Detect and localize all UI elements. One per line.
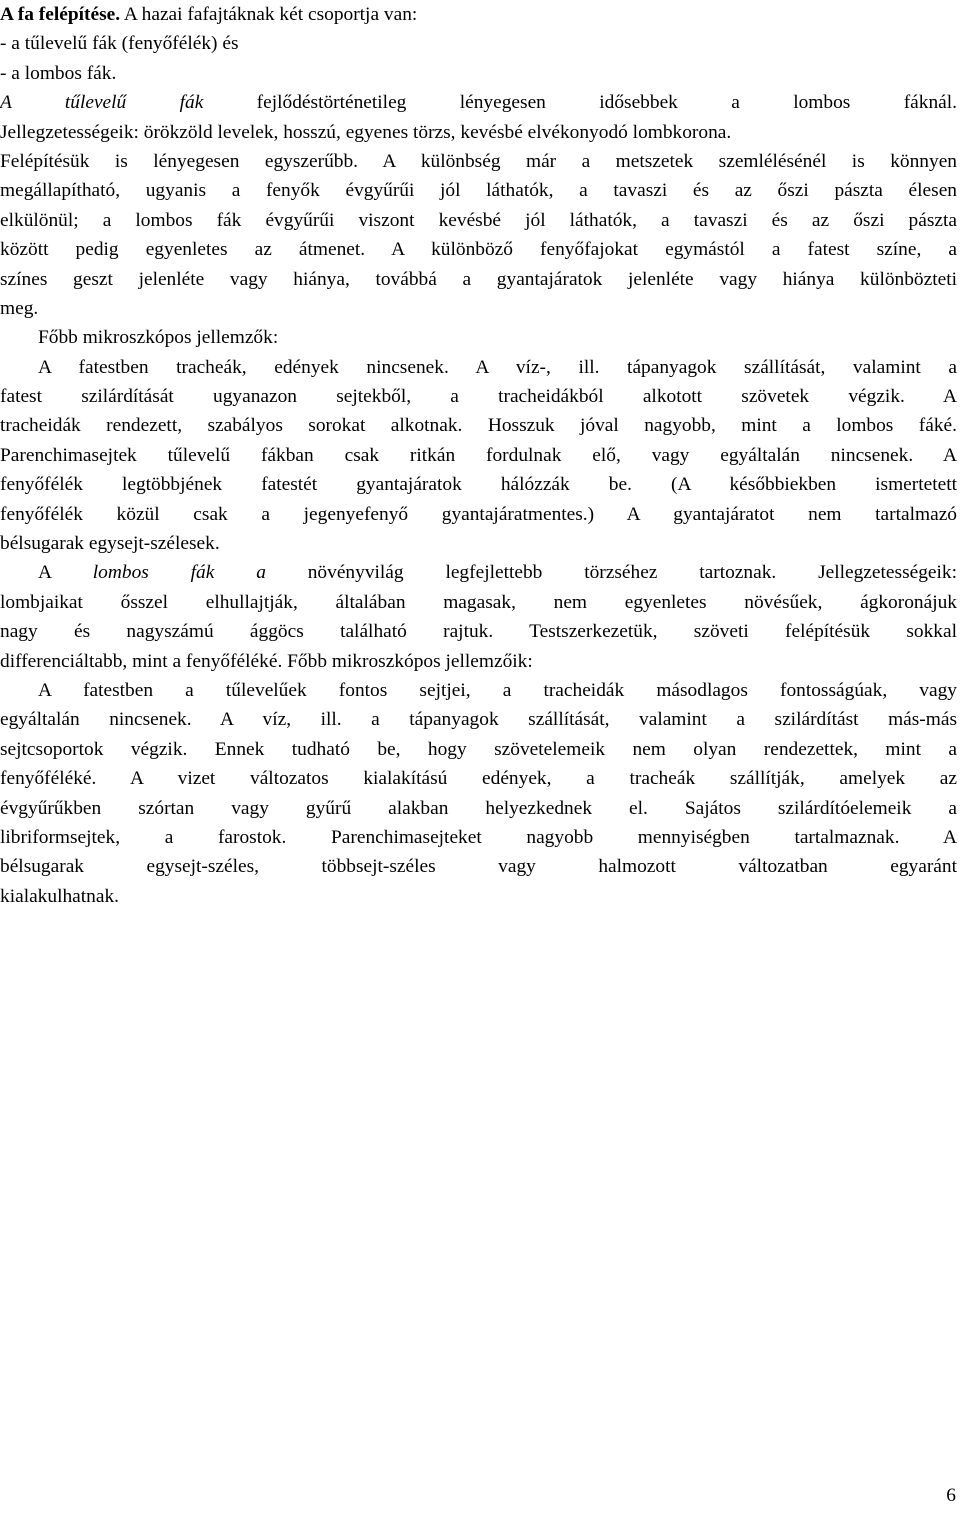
page-number: 6 [946,1485,956,1506]
conifer-micro-heading: Főbb mikroszkópos jellemzők: [38,327,279,349]
text-line: fatest szilárdítását ugyanazon sejtekből, a tracheidákból alkotott szövetek végzik. A [0,386,957,408]
text-line: fenyőfélék közül csak a jegenyefenyő gyantajáratmentes.) A gyantajáratot nem tartalmazó [0,503,957,525]
text-line: kialakulhatnak. [0,885,119,907]
text-line: fenyőfélék legtöbbjének fatestét gyantajáratok hálózzák be. (A későbbiekben ismertetett [0,474,957,496]
text-line: bélsugarak egysejt-széles, többsejt-széles vagy halmozott változatban egyaránt [0,856,957,878]
text-line: lombjaikat ősszel elhullajtják, általában magasak, nem egyenletes növésűek, ágkoronájuk [0,591,957,613]
text-line: nagy és nagyszámú ággöcs található rajtuk. Testszerkezetük, szöveti felépítésük sokkal [0,621,957,643]
section-heading: A fa felépítése. [0,4,121,25]
text-line: meg. [0,297,39,319]
text-line: A fatestben a tűlevelűek fontos sejtjei, a tracheidák másodlagos fontosságúak, vagy [38,679,957,701]
text-line: egyáltalán nincsenek. A víz, ill. a tápanyagok szállítását, valamint a szilárdítást más-más [0,709,957,731]
text-line: megállapítható, ugyanis a fenyők évgyűrűi jól láthatók, a tavaszi és az őszi pászta élesen [0,180,957,202]
conifer-term: A tűlevelű fák [0,92,204,114]
list-item: - a lombos fák. [0,62,117,84]
text-line: évgyűrűkben szórtan vagy gyűrű alakban helyezkednek el. Sajátos szilárdítóelemeik a [0,797,957,819]
broadleaf-intro-line [0,558,957,587]
broadleaf-intro-text: növényvilág legfejlettebb törzséhez tartoznak. Jellegzetességeik: [265,562,957,584]
list-item: - a tűlevelű fák (fenyőfélék) és [0,33,239,55]
heading-line [0,0,957,29]
conifer-intro-line [0,88,957,117]
text-line: Felépítésük is lényegesen egyszerűbb. A különbség már a metszetek szemlélésénél is könnyen [0,150,957,172]
text-line: libriformsejtek, a farostok. Parenchimasejteket nagyobb mennyiségben tartalmaznak. A [0,826,957,848]
text-line: sejtcsoportok végzik. Ennek tudható be, hogy szövetelemeik nem olyan rendezettek, mint a [0,738,957,760]
broadleaf-intro-prefix: A [38,562,93,584]
text-line: A fatestben tracheák, edények nincsenek. A víz-, ill. tápanyagok szállítását, valamint a [38,356,957,378]
text-line: bélsugarak egysejt-szélesek. [0,533,220,555]
text-line: színes geszt jelenléte vagy hiánya, továbbá a gyantajáratok jelenléte vagy hiánya különbözteti [0,268,957,290]
conifer-intro-text: fejlődéstörténetileg lényegesen idősebbek a lombos fáknál. [203,92,957,114]
text-line: fenyőféléké. A vizet változatos kialakítású edények, a tracheák szállítják, amelyek az [0,768,957,790]
text-line: Parenchimasejtek tűlevelű fákban csak ritkán fordulnak elő, vagy egyáltalán nincsenek. A [0,444,957,466]
text-line: differenciáltabb, mint a fenyőféléké. Főbb mikroszkópos jellemzőik: [0,650,533,672]
text-line: között pedig egyenletes az átmenet. A különböző fenyőfajokat egymástól a fatest színe, a [0,239,957,261]
heading-text: A hazai fafajtáknak két csoportja van: [120,4,418,25]
text-line: Jellegzetességeik: örökzöld levelek, hosszú, egyenes törzs, kevésbé elvékonyodó lombkorona. [0,121,732,143]
text-line: elkülönül; a lombos fák évgyűrűi viszont kevésbé jól láthatók, a tavaszi és az őszi pászta [0,209,957,231]
text-line: tracheidák rendezett, szabályos sorokat alkotnak. Hosszuk jóval nagyobb, mint a lombos fáké. [0,415,957,437]
broadleaf-term: lombos fák a [92,562,266,584]
